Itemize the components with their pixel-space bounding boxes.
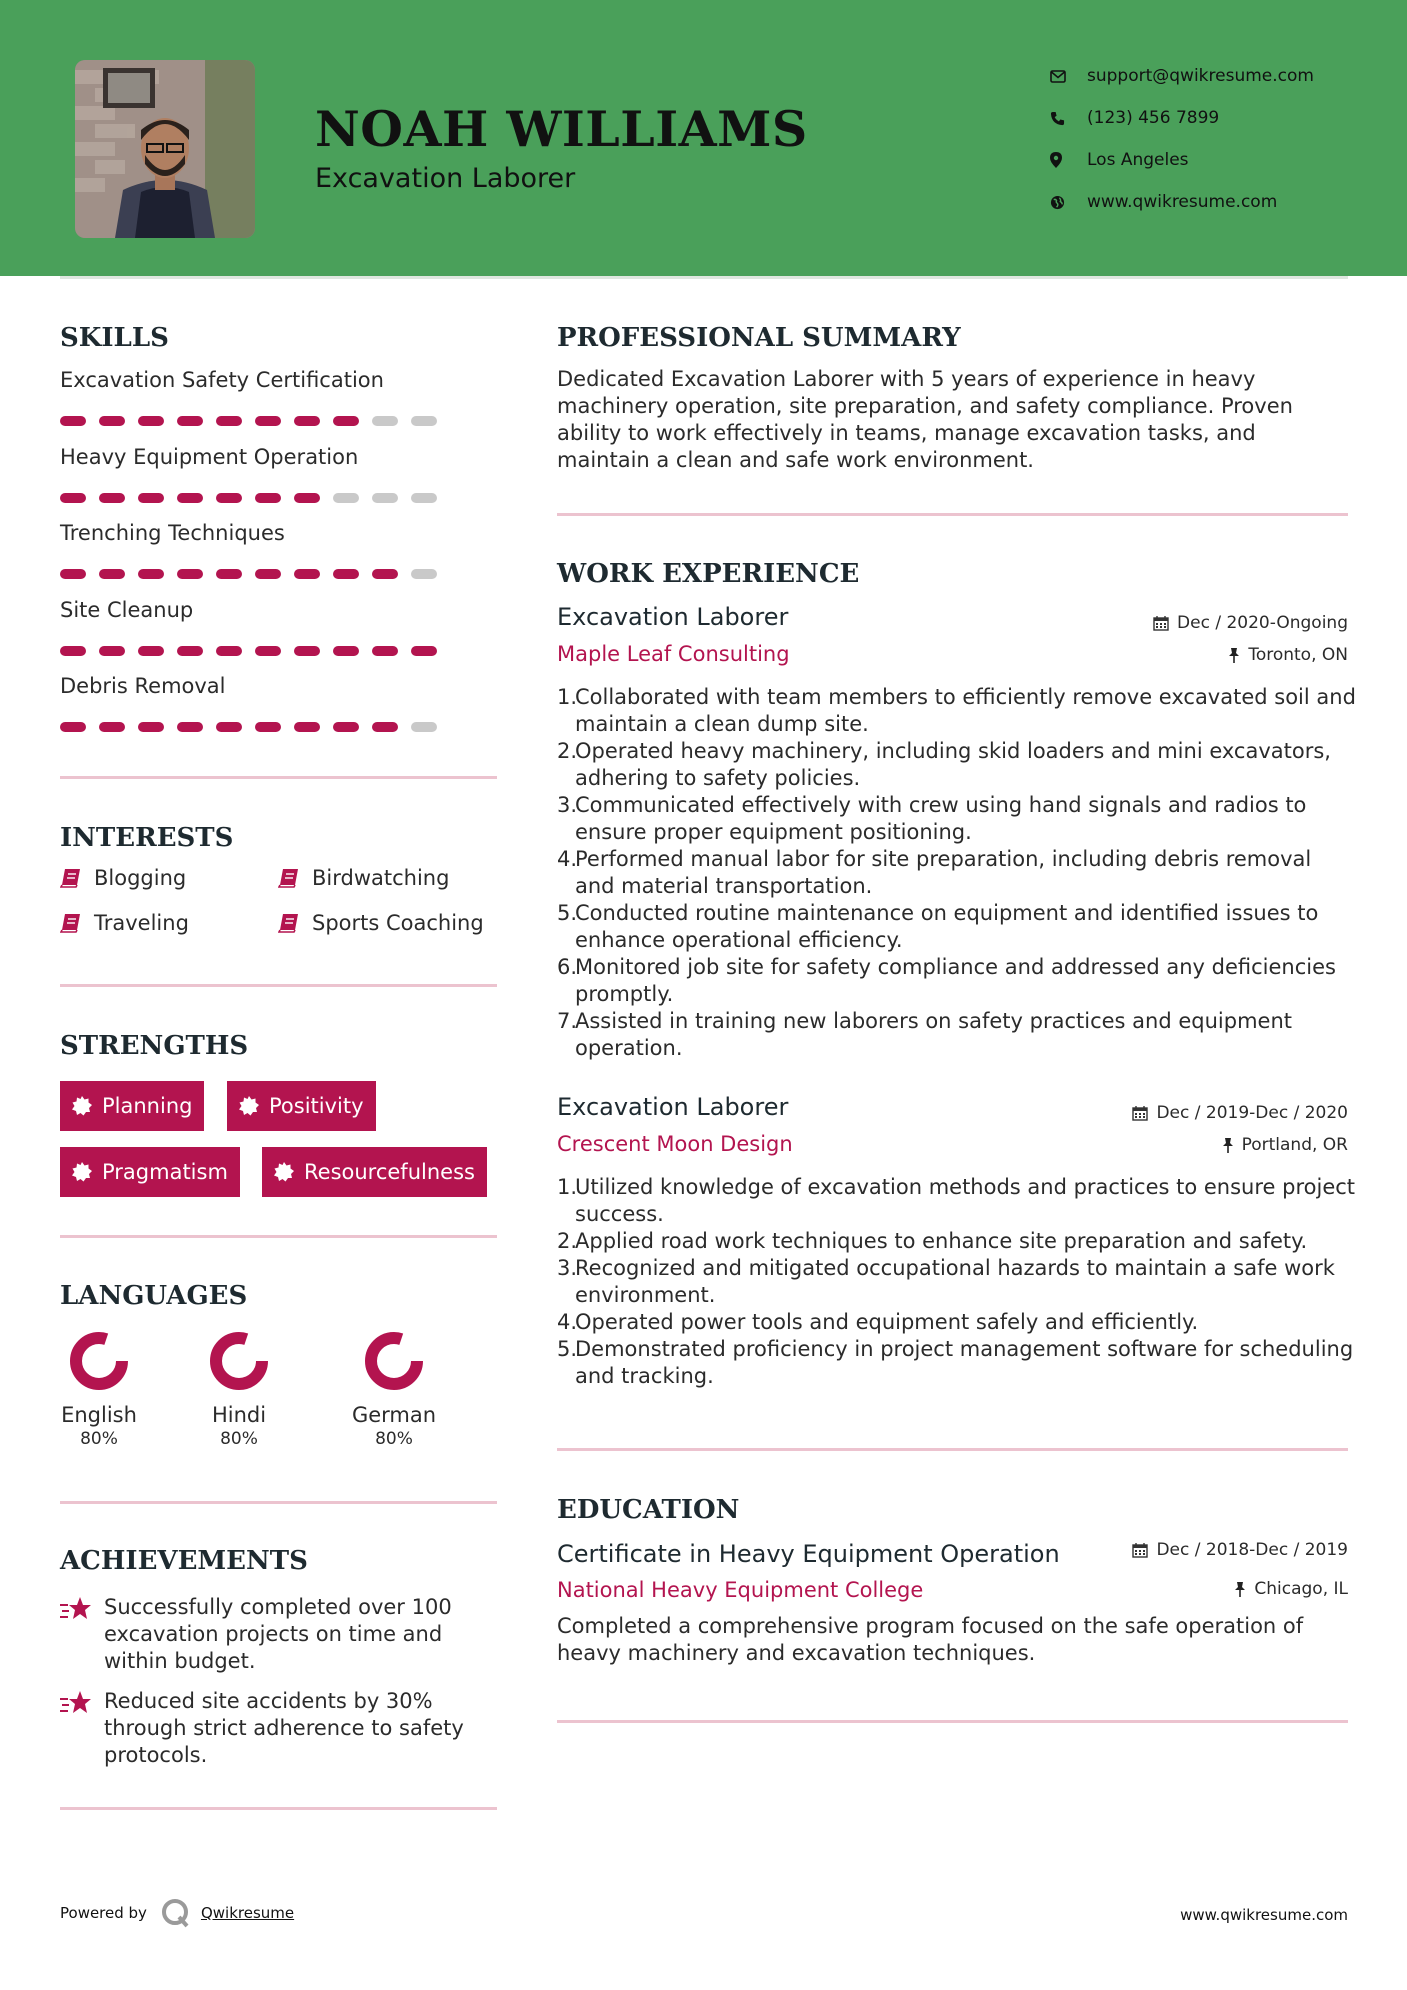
bullet-number: 6. (557, 955, 578, 979)
badge-icon (239, 1096, 259, 1116)
pushpin-icon (1228, 647, 1240, 663)
language-proficiency-arc (216, 1338, 262, 1384)
achievement-text: Reduced site accidents by 30% through strict adherence to safety protocols. (104, 1689, 464, 1767)
skill-level-segment (255, 416, 281, 426)
footer-website[interactable]: www.qwikresume.com (1180, 1906, 1348, 1924)
interest-label: Sports Coaching (312, 911, 484, 935)
section-divider (60, 1501, 497, 1504)
skill-level-segment (372, 569, 398, 579)
skill-level-segment (294, 722, 320, 732)
responsibility-text: Recognized and mitigated occupational hazards to maintain a safe work environment. (575, 1256, 1335, 1307)
book-icon (60, 868, 82, 888)
skill-level-segment (177, 722, 203, 732)
skill-name: Debris Removal (60, 674, 226, 698)
skill-level-segment (294, 569, 320, 579)
skill-level-segment (216, 416, 242, 426)
skill-level-segment (60, 416, 86, 426)
skill-level-segment (372, 722, 398, 732)
map-pin-icon (1050, 152, 1087, 168)
language-proficiency-ring (69, 1331, 129, 1391)
skill-level-segment (60, 493, 86, 503)
responsibility-text: Applied road work techniques to enhance site preparation and safety. (575, 1229, 1308, 1253)
powered-by-label: Powered by (60, 1904, 147, 1922)
section-divider (557, 1720, 1348, 1723)
footer-powered-by (60, 1898, 294, 1928)
skill-level-segment (138, 722, 164, 732)
skill-level-segment (60, 569, 86, 579)
skill-level-segment (60, 646, 86, 656)
summary-heading: PROFESSIONAL SUMMARY (557, 323, 961, 353)
language-proficiency-ring (209, 1331, 269, 1391)
language-item (184, 1331, 294, 1449)
achievement-text: Successfully completed over 100 excavation projects on time and within budget. (104, 1595, 452, 1673)
interest-item (278, 866, 449, 890)
skill-level-segment (333, 722, 359, 732)
star-achievement-icon (60, 1596, 92, 1622)
language-proficiency-arc (76, 1338, 122, 1384)
candidate-name: NOAH WILLIAMS (315, 100, 808, 158)
education-dates-text: Dec / 2018-Dec / 2019 (1156, 1540, 1348, 1560)
section-divider (60, 776, 497, 779)
contact-email[interactable] (1050, 55, 1390, 97)
responsibility-text: Utilized knowledge of excavation methods and practices to ensure project success. (575, 1175, 1356, 1226)
calendar-icon (1153, 615, 1169, 631)
skill-level-segment (333, 416, 359, 426)
skill-level-segment (411, 416, 437, 426)
skill-level-bar (60, 646, 437, 656)
responsibility-text: Assisted in training new laborers on safety practices and equipment operation. (575, 1009, 1292, 1060)
skill-level-segment (216, 493, 242, 503)
star-achievement-icon (60, 1690, 92, 1716)
skill-level-bar (60, 569, 437, 579)
company-name: Crescent Moon Design (557, 1132, 793, 1156)
skill-level-segment (216, 722, 242, 732)
phone-text: (123) 456 7899 (1087, 108, 1220, 128)
skill-level-segment (411, 646, 437, 656)
language-percent: 80% (80, 1429, 118, 1449)
skill-level-segment (99, 416, 125, 426)
education-description: Completed a comprehensive program focused on the safe operation of heavy machinery and excavation techniques. (557, 1614, 1304, 1665)
summary-text: Dedicated Excavation Laborer with 5 years of experience in heavy machinery operation, site preparation, and safety compliance. Proven ability to work effectively in teams, manage excavation tasks, and maintain a clean and safe work environment. (557, 367, 1293, 472)
job-dates (1132, 1103, 1348, 1123)
qwikresume-logo-icon (161, 1898, 191, 1928)
responsibility-text: Communicated effectively with crew using hand signals and radios to ensure proper equipment positioning. (575, 793, 1307, 844)
bullet-number: 1. (557, 685, 578, 709)
interests-heading: INTERESTS (60, 823, 234, 853)
section-divider (60, 1807, 497, 1810)
profile-photo-image (75, 60, 255, 238)
responsibility-item (557, 738, 1357, 792)
language-item (44, 1331, 154, 1449)
skill-level-segment (333, 569, 359, 579)
skill-name: Site Cleanup (60, 597, 194, 622)
strengths-heading: STRENGTHS (60, 1031, 249, 1061)
skill-level-segment (216, 569, 242, 579)
education-location-text: Chicago, IL (1254, 1579, 1348, 1599)
job-location (1228, 645, 1348, 665)
skill-level-segment (294, 493, 320, 503)
skill-level-segment (177, 416, 203, 426)
skill-level-segment (99, 646, 125, 656)
skill-name: Heavy Equipment Operation (60, 444, 359, 469)
responsibility-item (557, 1255, 1357, 1309)
badge-icon (274, 1162, 294, 1182)
education-location (1234, 1579, 1348, 1599)
bullet-number: 5. (557, 1337, 578, 1361)
contact-website[interactable] (1050, 181, 1390, 223)
skill-level-segment (138, 569, 164, 579)
skill-level-segment (333, 646, 359, 656)
achievements-heading: ACHIEVEMENTS (60, 1546, 308, 1576)
achievement-item (60, 1688, 500, 1769)
pushpin-icon (1234, 1581, 1246, 1597)
skill-level-segment (255, 569, 281, 579)
bullet-number: 2. (557, 1229, 578, 1253)
responsibility-item (557, 900, 1357, 954)
skill-level-segment (99, 722, 125, 732)
skill-level-segment (372, 416, 398, 426)
qwikresume-link[interactable]: Qwikresume (200, 1904, 295, 1922)
skill-level-segment (177, 646, 203, 656)
responsibility-item (557, 1174, 1357, 1228)
contact-phone[interactable] (1050, 97, 1390, 139)
skill-level-segment (333, 493, 359, 503)
job-dates-text: Dec / 2019-Dec / 2020 (1156, 1103, 1348, 1123)
responsibility-text: Collaborated with team members to efficiently remove excavated soil and maintain a clean dump site. (575, 685, 1356, 736)
job-responsibilities (557, 684, 1357, 1062)
bullet-number: 4. (557, 1310, 578, 1334)
bullet-number: 3. (557, 793, 578, 817)
language-proficiency-ring (364, 1331, 424, 1391)
section-divider (60, 984, 497, 987)
company-name: Maple Leaf Consulting (557, 642, 790, 666)
strength-tag (60, 1081, 204, 1131)
responsibility-item (557, 1008, 1357, 1062)
skill-level-segment (99, 493, 125, 503)
skill-level-segment (255, 722, 281, 732)
section-divider (557, 1448, 1348, 1451)
badge-icon (72, 1096, 92, 1116)
skill-level-segment (216, 646, 242, 656)
responsibility-item (557, 846, 1357, 900)
email-text: support@qwikresume.com (1087, 66, 1314, 86)
interest-item (60, 866, 186, 890)
skill-level-segment (372, 646, 398, 656)
strength-tag (60, 1147, 240, 1197)
skill-level-segment (411, 569, 437, 579)
job-dates-text: Dec / 2020-Ongoing (1177, 613, 1348, 633)
strength-tag (262, 1147, 487, 1197)
phone-icon (1050, 111, 1087, 126)
responsibility-item (557, 792, 1357, 846)
skill-name: Trenching Techniques (60, 521, 285, 545)
bullet-number: 5. (557, 901, 578, 925)
job-location (1222, 1135, 1348, 1155)
job-title: Excavation Laborer (557, 603, 789, 631)
language-name: German (351, 1403, 437, 1427)
responsibility-item (557, 684, 1357, 738)
responsibility-text: Monitored job site for safety compliance and addressed any deficiencies promptly. (575, 955, 1336, 1006)
skill-level-segment (411, 722, 437, 732)
skill-level-segment (99, 569, 125, 579)
book-icon (278, 868, 300, 888)
skill-level-bar (60, 493, 437, 503)
profile-photo (75, 60, 255, 238)
skill-level-segment (372, 493, 398, 503)
responsibility-item (557, 1309, 1357, 1336)
interest-item (278, 911, 484, 935)
book-icon (278, 913, 300, 933)
languages-heading: LANGUAGES (60, 1281, 248, 1311)
responsibility-text: Performed manual labor for site preparation, including debris removal and material transportation. (575, 847, 1312, 898)
website-text: www.qwikresume.com (1087, 192, 1278, 212)
skill-name: Excavation Safety Certification (60, 368, 384, 392)
badge-icon (72, 1162, 92, 1182)
responsibility-text: Operated heavy machinery, including skid loaders and mini excavators, adhering to safety policies. (575, 739, 1331, 790)
skill-level-segment (255, 493, 281, 503)
responsibility-item (557, 1228, 1357, 1255)
job-responsibilities (557, 1174, 1357, 1390)
bullet-number: 7. (557, 1009, 578, 1033)
skill-level-bar (60, 416, 437, 426)
candidate-title: Excavation Laborer (315, 163, 576, 194)
interest-label: Traveling (94, 911, 189, 935)
skill-level-segment (294, 646, 320, 656)
section-divider (60, 1235, 497, 1238)
school-name: National Heavy Equipment College (557, 1578, 924, 1602)
strength-tag (227, 1081, 376, 1131)
skill-level-segment (177, 493, 203, 503)
calendar-icon (1132, 1105, 1148, 1121)
skill-level-segment (255, 646, 281, 656)
job-location-text: Toronto, ON (1248, 645, 1348, 665)
education-heading: EDUCATION (557, 1495, 740, 1525)
responsibility-item (557, 1336, 1357, 1390)
contact-info (1050, 55, 1390, 223)
language-proficiency-arc (371, 1338, 417, 1384)
skill-level-segment (138, 493, 164, 503)
interest-item (60, 911, 189, 935)
pushpin-icon (1222, 1137, 1234, 1153)
bullet-number: 3. (557, 1256, 578, 1280)
contact-location (1050, 139, 1390, 181)
interest-label: Blogging (94, 866, 187, 890)
envelope-icon (1050, 70, 1087, 83)
skill-level-segment (60, 722, 86, 732)
job-location-text: Portland, OR (1241, 1135, 1348, 1155)
education-dates (1132, 1540, 1348, 1560)
work-experience-heading: WORK EXPERIENCE (557, 559, 860, 589)
language-percent: 80% (220, 1429, 258, 1449)
skill-level-segment (138, 646, 164, 656)
header-divider (60, 276, 1348, 279)
achievement-item (60, 1594, 500, 1675)
skill-level-segment (138, 416, 164, 426)
responsibility-item (557, 954, 1357, 1008)
strength-label: Pragmatism (102, 1160, 228, 1184)
responsibility-text: Demonstrated proficiency in project management software for scheduling and tracking. (575, 1337, 1354, 1388)
language-name: English (61, 1403, 137, 1427)
language-item (339, 1331, 449, 1449)
book-icon (60, 913, 82, 933)
strength-label: Positivity (269, 1094, 364, 1118)
strength-label: Resourcefulness (304, 1160, 475, 1184)
skill-level-segment (294, 416, 320, 426)
job-title: Excavation Laborer (557, 1093, 789, 1121)
skill-level-bar (60, 722, 437, 732)
bullet-number: 2. (557, 739, 578, 763)
responsibility-text: Operated power tools and equipment safely and efficiently. (575, 1310, 1199, 1334)
degree-title: Certificate in Heavy Equipment Operation (557, 1540, 1060, 1568)
bullet-number: 1. (557, 1175, 578, 1199)
interest-label: Birdwatching (312, 866, 450, 890)
section-divider (557, 513, 1348, 516)
calendar-icon (1132, 1542, 1148, 1558)
skills-heading: SKILLS (60, 323, 169, 353)
skill-level-segment (411, 493, 437, 503)
responsibility-text: Conducted routine maintenance on equipment and identified issues to enhance operational efficiency. (575, 901, 1319, 952)
job-dates (1153, 613, 1348, 633)
location-text: Los Angeles (1087, 150, 1189, 170)
resume-header (0, 0, 1407, 276)
skill-level-segment (177, 569, 203, 579)
globe-icon (1050, 195, 1087, 210)
language-percent: 80% (375, 1429, 413, 1449)
strength-label: Planning (102, 1094, 193, 1118)
bullet-number: 4. (557, 847, 578, 871)
language-name: Hindi (211, 1403, 267, 1427)
